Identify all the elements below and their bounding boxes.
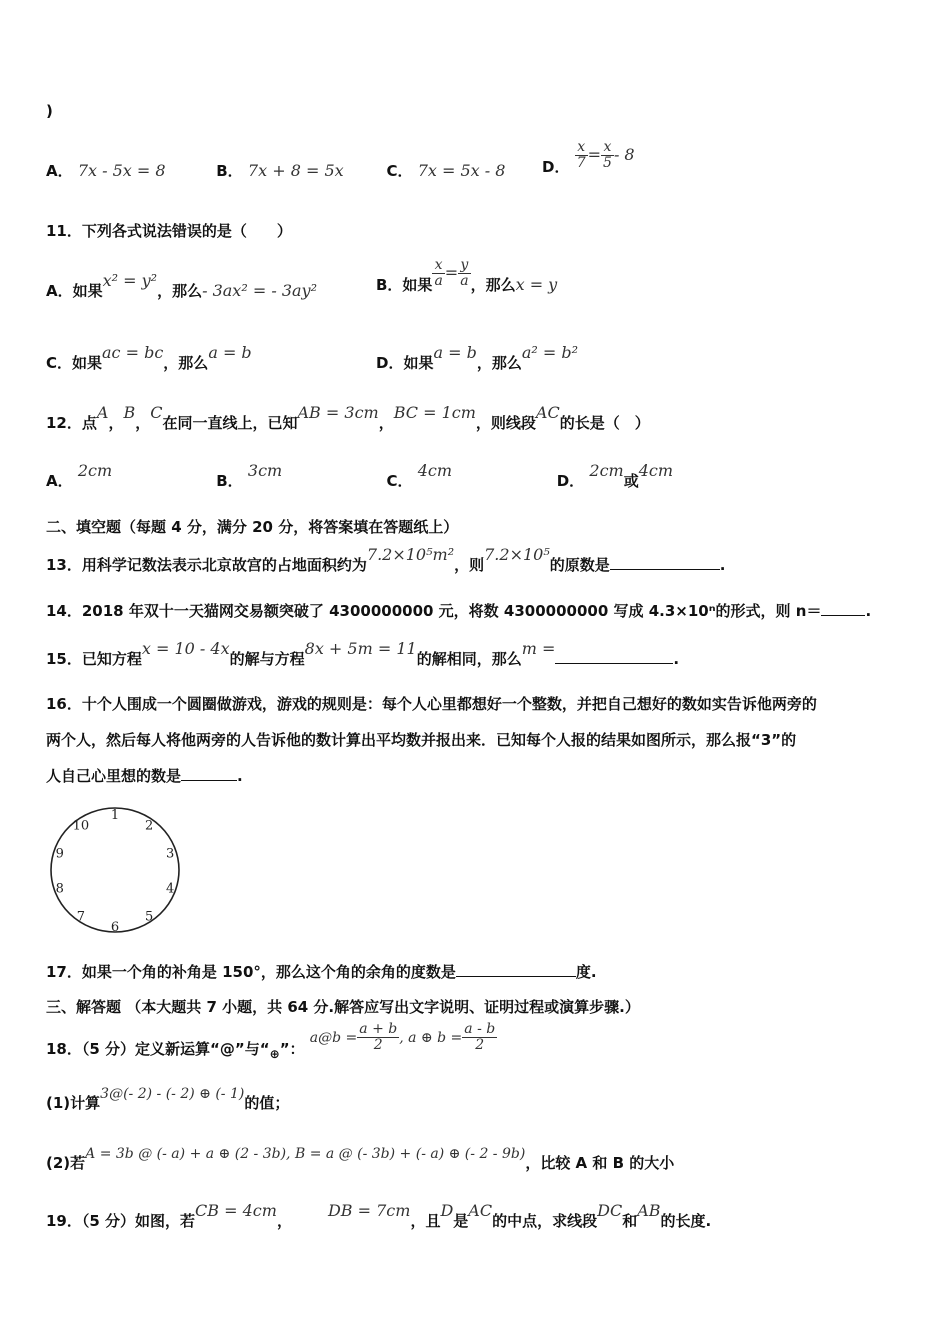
q11-d-cond: a = b	[433, 343, 477, 362]
circle-number: 9	[55, 846, 64, 862]
q11-stem: 11．下列各式说法错误的是（ ）	[46, 222, 292, 240]
game-circle	[51, 808, 179, 932]
circle-number: 1	[110, 808, 120, 823]
q11-d-res: a² = b²	[521, 343, 579, 362]
q10-a-label: A．	[46, 162, 73, 180]
q11-option-d: D．如果a = b，那么a² = b²	[376, 343, 579, 372]
q10-d-label: D．	[542, 158, 570, 177]
q18-definition: 18．（5 分）定义新运算“@”与“$_\oplus$”： a@b = $\frac{a + b}{2}$ , a ⊕ b = $\frac{a - b}{2}$	[46, 1021, 496, 1062]
q10-d-tail: - 8	[613, 145, 635, 165]
q14: 14．2018 年双十一天猫网交易额突破了 4300000000 元，将数 4300000000 写成 4.3×10ⁿ的形式，则 n＝ .	[46, 602, 872, 620]
circle-number: 6	[110, 920, 120, 935]
q18-part-2: (2)若A = 3b @ (- a) + a ⊕ (2 - 3b), B = a @ (- 3b) + (- a) ⊕ (- 2 - 9b)，比较 A 和 B 的大小	[46, 1146, 675, 1172]
q10-d-frac2: $\frac{x}{5}$	[603, 139, 612, 172]
q10-tail: )	[46, 102, 53, 120]
circle-number: 8	[55, 881, 64, 897]
q15-answer-blank[interactable]	[555, 649, 673, 664]
q12-options: A． 2cm B． 3cm C． 4cm D． 2cm或4cm	[46, 461, 674, 490]
circle-number: 5	[144, 909, 154, 925]
q17-answer-blank[interactable]	[456, 962, 576, 977]
q11-c-res: a = b	[208, 343, 252, 362]
q10-a-expr: 7x - 5x = 8	[77, 161, 166, 180]
q13: 13．用科学记数法表示北京故宫的占地面积约为7.2×10⁵m²，则7.2×10⁵的原数是 .	[46, 545, 726, 574]
q18-part-1: (1)计算3@(- 2) - (- 2) ⊕ (- 1)的值；	[46, 1086, 290, 1112]
q12-a-val: 2cm	[77, 461, 113, 480]
circle-number: 7	[76, 909, 86, 925]
q10-option-d: D． $\frac{x}{7}$ = $\frac{x}{5}$ - 8	[542, 139, 635, 177]
q11-a-cond: x² = y²	[102, 271, 158, 290]
q11-a-res: - 3ax² = - 3ay²	[202, 281, 317, 300]
q17: 17．如果一个角的补角是 150°，那么这个角的余角的度数是 度.	[46, 963, 597, 981]
q16-answer-blank[interactable]	[181, 766, 237, 781]
q11-option-b: B．如果 $\frac{x}{a}$ = $\frac{y}{a}$ ，那么x = y	[376, 257, 558, 295]
section-3-heading: 三、解答题 （本大题共 7 小题，共 64 分.解答应写出文字说明、证明过程或演算步骤.）	[46, 998, 640, 1016]
q15: 15．已知方程x = 10 - 4x的解与方程8x + 5m = 11的解相同，那么m =.	[46, 639, 680, 668]
q12-stem: 12．点A，B，C在同一直线上，已知AB = 3cm，BC = 1cm，则线段AC的长是（ ）	[46, 403, 650, 432]
q14-answer-blank[interactable]	[821, 601, 865, 616]
q11-option-a: A．如果x² = y²，那么- 3ax² = - 3ay²	[46, 271, 317, 300]
q12-c-val: 4cm	[417, 461, 453, 480]
circle-diagram	[40, 800, 190, 940]
q10-b-expr: 7x + 8 = 5x	[247, 161, 344, 180]
q12-b-val: 3cm	[247, 461, 283, 480]
q11-b-res: x = y	[515, 275, 558, 295]
q10-b-label: B．	[216, 162, 243, 180]
q10-d-frac1: $\frac{x}{7}$	[576, 139, 586, 172]
q10-options	[46, 160, 551, 181]
section-2-heading: 二、填空题（每题 4 分，满分 20 分，将答案填在答题纸上）	[46, 518, 459, 536]
q11-option-c: C．如果ac = bc，那么a = b	[46, 343, 252, 372]
circle-number: 4	[166, 881, 175, 897]
q10-c-expr: 7x = 5x - 8	[417, 161, 506, 180]
q13-answer-blank[interactable]	[610, 555, 720, 570]
q16: 16．十个人围成一个圆圈做游戏，游戏的规则是：每个人心里都想好一个整数，并把自己想好的数如实告诉他两旁的 两个人，然后每人将他两旁的人告诉他的数计算出平均数并报出来．已知每个人报的结果如图所示，那么报“3”的 人自己心里想的数是 .	[46, 695, 817, 785]
circle-number: 10	[72, 818, 90, 834]
q11-c-cond: ac = bc	[102, 343, 164, 362]
circle-number: 3	[166, 846, 175, 862]
q19: 19．（5 分）如图，若CB = 4cm，DB = 7cm，且D是AC的中点，求线段DC和AB的长度.	[46, 1201, 712, 1230]
q10-c-label: C．	[386, 162, 413, 180]
circle-number: 2	[144, 818, 154, 834]
